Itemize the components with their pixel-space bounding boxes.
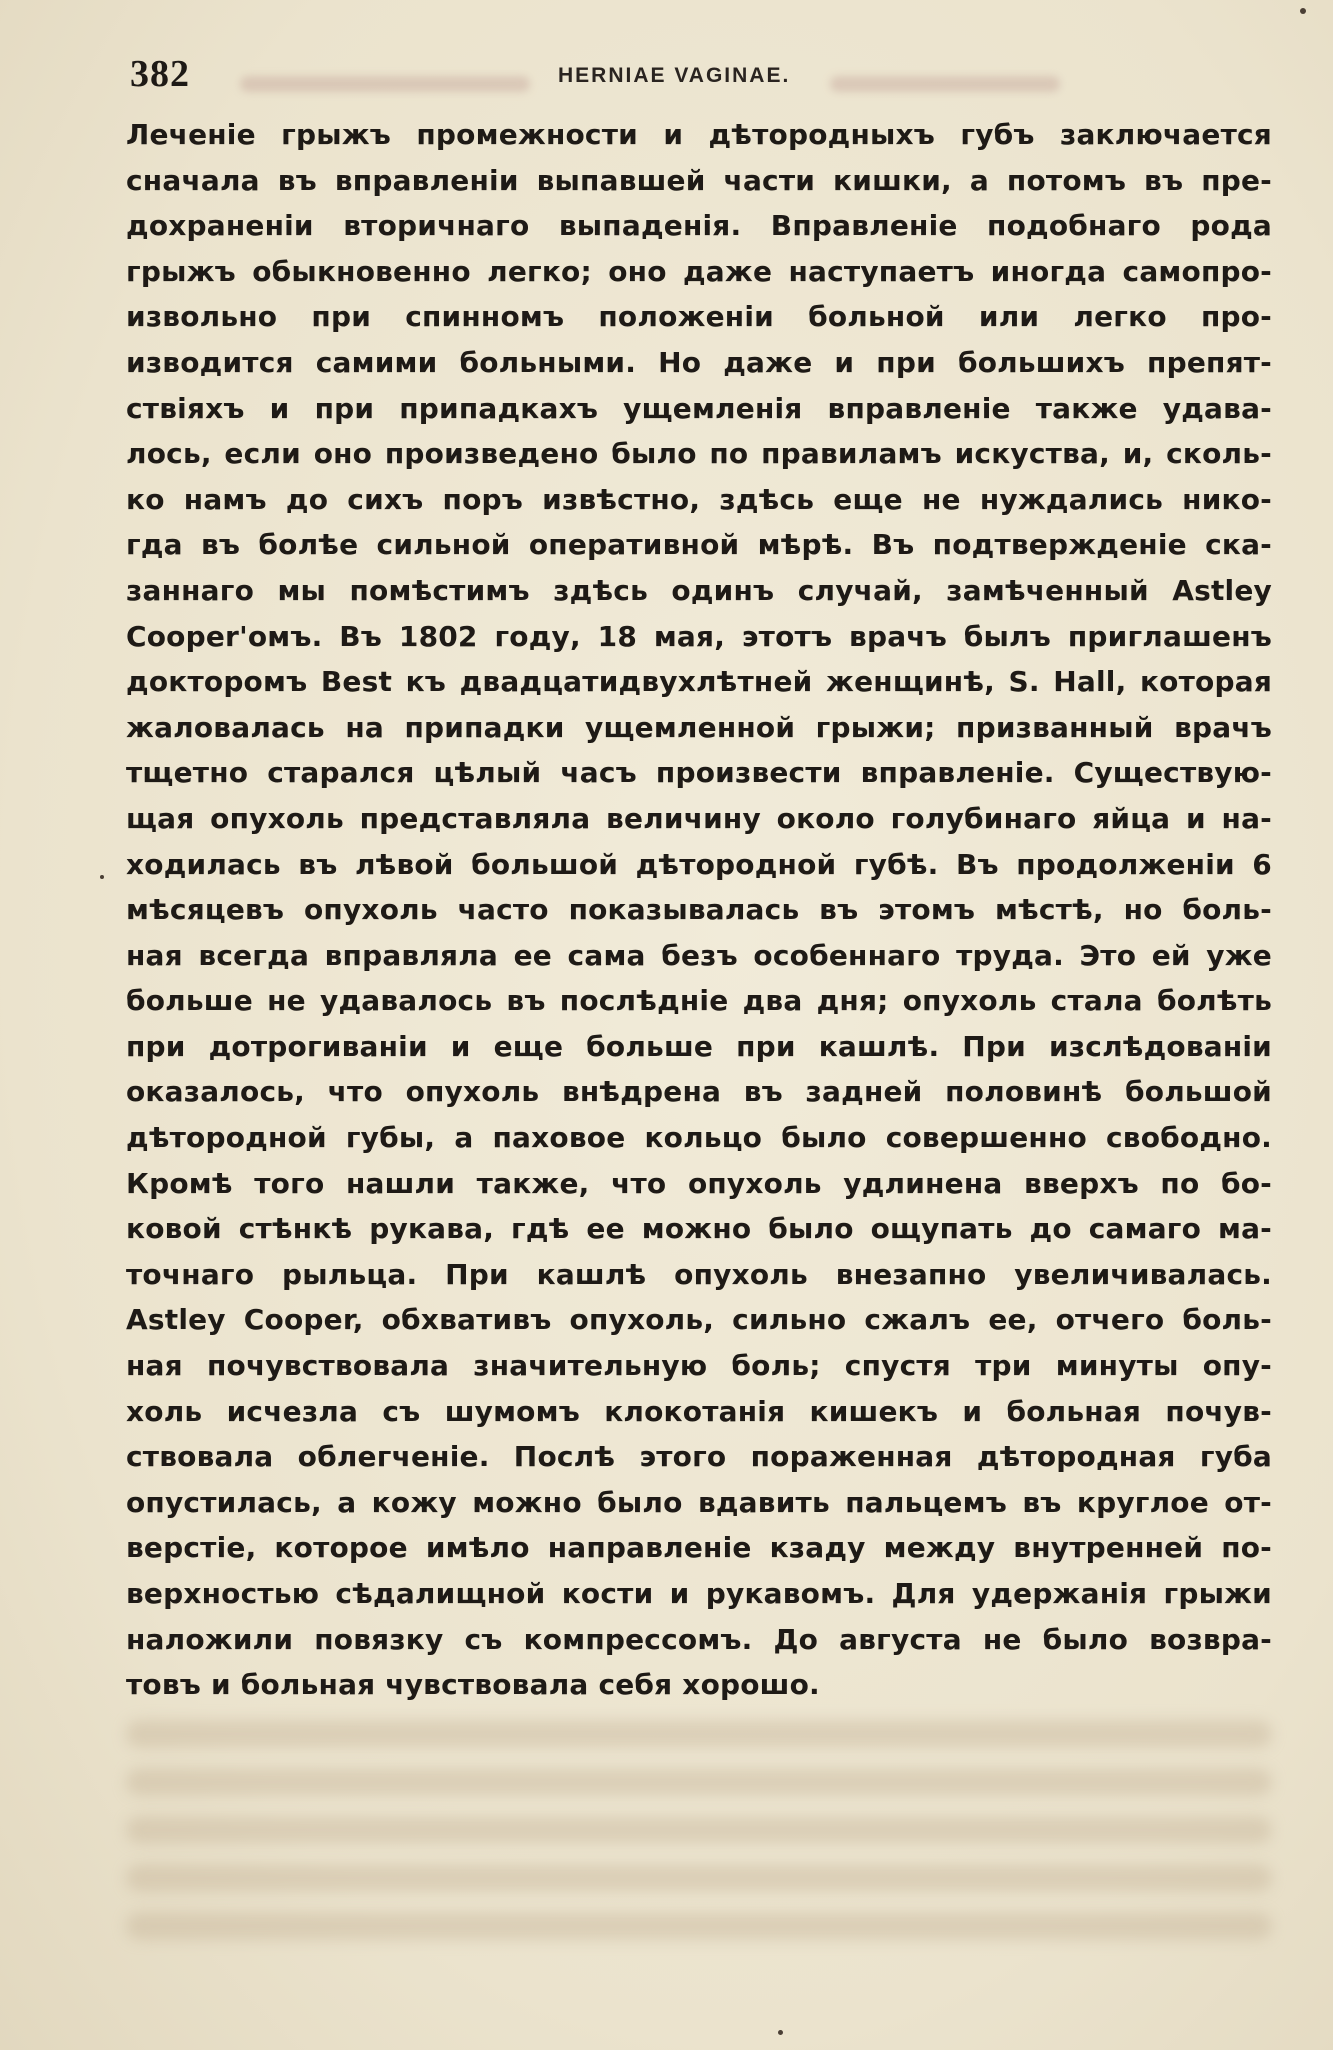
text-line: ходилась въ лѣвой большой дѣтородной губѣ. Въ продолженіи 6 [126,847,1272,881]
text-line: грыжъ обыкновенно легко; оно даже наступаетъ иногда самопро- [126,254,1272,288]
text-line: Astley Cooper, обхвативъ опухоль, сильно сжалъ ее, отчего боль- [126,1303,1272,1337]
header-smudge-right [830,76,1060,92]
text-line: ковой стѣнкѣ рукава, гдѣ ее можно было ощупать до самаго ма- [126,1212,1272,1246]
running-head: HERNIAE VAGINAE. [558,64,791,87]
show-through-text [126,1720,1272,1980]
text-line: больше не удавалось въ послѣдніе два дня; опухоль стала болѣть [126,984,1272,1018]
text-line: сначала въ вправленіи выпавшей части кишки, а потомъ въ пре- [126,163,1272,197]
text-line: дохраненіи вторичнаго выпаденія. Вправленіе подобнаго рода [126,209,1272,243]
text-line: докторомъ Best къ двадцатидвухлѣтней женщинѣ, S. Hall, которая [126,665,1272,699]
text-line: извольно при спинномъ положеніи больной или легко про- [126,300,1272,334]
page-header [130,52,1270,102]
text-line: дѣтородной губы, а паховое кольцо было совершенно свободно. [126,1121,1272,1155]
show-through-line [126,1864,1272,1892]
header-smudge-left [240,76,530,92]
text-line: ная всегда вправляла ее сама безъ особеннаго труда. Это ей уже [126,938,1272,972]
text-line: заннаго мы помѣстимъ здѣсь одинъ случай, замѣченный Astley [126,573,1272,607]
text-line: мѣсяцевъ опухоль часто показывалась въ этомъ мѣстѣ, но боль- [126,893,1272,927]
text-line: изводится самими больными. Но даже и при большихъ препят- [126,345,1272,379]
show-through-line [126,1912,1272,1940]
body-text [126,112,1272,1708]
text-line: ная почувствовала значительную боль; спустя три минуты опу- [126,1349,1272,1383]
text-line: гда въ болѣе сильной оперативной мѣрѣ. Въ подтвержденіе ска- [126,528,1272,562]
text-line: Cooper'омъ. Въ 1802 году, 18 мая, этотъ врачъ былъ приглашенъ [126,619,1272,653]
page-number: 382 [130,53,190,95]
text-line: холь исчезла съ шумомъ клокотанія кишекъ и больная почув- [126,1394,1272,1428]
text-line: лось, если оно произведено было по правиламъ искуства, и, сколь- [126,437,1272,471]
text-line: точнаго рыльца. При кашлѣ опухоль внезапно увеличивалась. [126,1257,1272,1291]
text-line: товъ и больная чувствовала себя хорошо. [126,1668,820,1702]
text-line: щая опухоль представляла величину около голубинаго яйца и на- [126,801,1272,835]
text-line: ствовала облегченіе. Послѣ этого пораженная дѣтородная губа [126,1440,1272,1474]
text-line: наложили повязку съ компрессомъ. До августа не было возвра- [126,1622,1272,1656]
text-line: жаловалась на припадки ущемленной грыжи; призванный врачъ [126,710,1272,744]
text-line: Кромѣ того нашли также, что опухоль удлинена вверхъ по бо- [126,1166,1272,1200]
text-line: верстіе, которое имѣло направленіе кзаду между внутренней по- [126,1531,1272,1565]
text-line: Леченіе грыжъ промежности и дѣтородныхъ губъ заключается [126,118,1272,151]
text-line: при дотрогиваніи и еще больше при кашлѣ. При изслѣдованіи [126,1029,1272,1063]
text-line: тщетно старался цѣлый часъ произвести вправленіе. Существую- [126,756,1272,790]
show-through-line [126,1720,1272,1748]
paper-speck [778,2030,783,2035]
text-line: опустилась, а кожу можно было вдавить пальцемъ въ круглое от- [126,1485,1272,1519]
text-line: оказалось, что опухоль внѣдрена въ задней половинѣ большой [126,1075,1272,1109]
text-line: ко намъ до сихъ поръ извѣстно, здѣсь еще не нуждались нико- [126,482,1272,516]
show-through-line [126,1816,1272,1844]
paper-speck [1300,8,1306,14]
text-line: ствіяхъ и при припадкахъ ущемленія вправленіе также удава- [126,391,1272,425]
show-through-line [126,1768,1272,1796]
paper-speck [100,875,104,879]
text-line: верхностью сѣдалищной кости и рукавомъ. Для удержанія грыжи [126,1577,1272,1610]
